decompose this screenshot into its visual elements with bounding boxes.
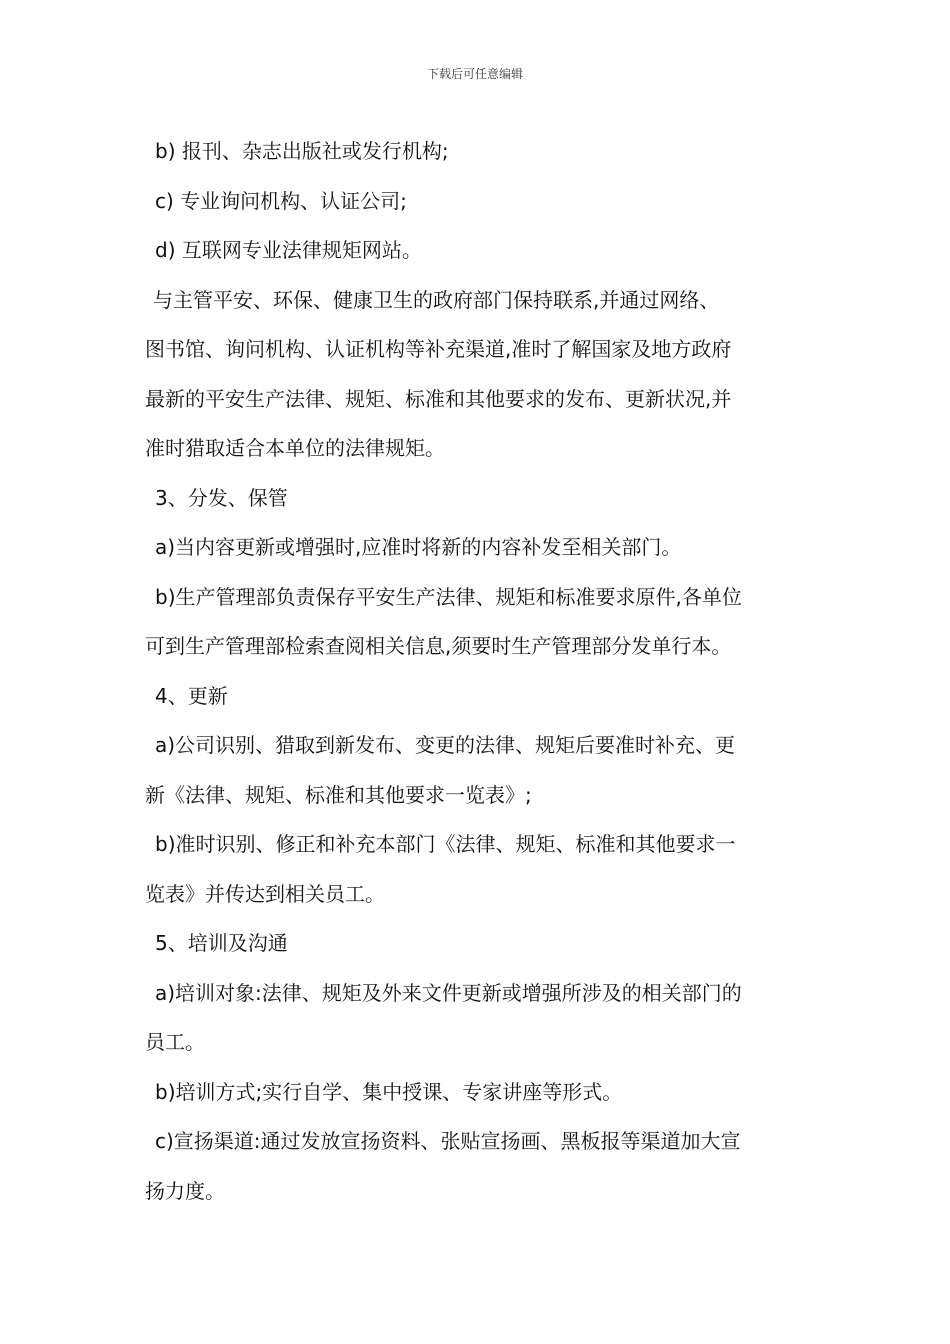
page-header: 下载后可任意编辑	[426, 67, 523, 81]
text-line: 与主管平安、环保、健康卫生的政府部门保持联系,并通过网络、	[153, 287, 720, 312]
text-line: 可到生产管理部检索查阅相关信息,须要时生产管理部分发单行本。	[145, 634, 732, 658]
text-line: b)准时识别、修正和补充本部门《法律、规矩、标准和其他要求一	[155, 832, 736, 856]
text-line: 最新的平安生产法律、规矩、标准和其他要求的发布、更新状况,并	[145, 386, 732, 411]
text-line: b)培训方式;实行自学、集中授课、专家讲座等形式。	[155, 1079, 623, 1104]
text-line: 图书馆、询问机构、认证机构等补充渠道,准时了解国家及地方政府	[145, 337, 732, 361]
text-line: c) 专业询问机构、认证公司;	[155, 188, 407, 213]
section-heading: 3、分发、保管	[155, 485, 288, 510]
text-line: 扬力度。	[145, 1178, 225, 1203]
text-line: 览表》并传达到相关员工。	[145, 881, 385, 906]
text-line: b)生产管理部负责保存平安生产法律、规矩和标准要求原件,各单位	[155, 584, 742, 609]
text-line: c)宣扬渠道:通过发放宣扬资料、张贴宣扬画、黑板报等渠道加大宣	[155, 1129, 741, 1153]
text-line: 员工。	[145, 1030, 205, 1054]
section-heading: 4、更新	[155, 683, 228, 708]
document-body	[145, 127, 813, 1216]
text-line: a)培训对象:法律、规矩及外来文件更新或增强所涉及的相关部门的	[155, 980, 742, 1005]
text-line: 准时猎取适合本单位的法律规矩。	[145, 436, 445, 460]
section-heading: 5、培训及沟通	[155, 931, 288, 955]
text-line: d) 互联网专业法律规矩网站。	[155, 238, 422, 262]
text-line: a)当内容更新或增强时,应准时将新的内容补发至相关部门。	[155, 535, 682, 559]
text-line: 新《法律、规矩、标准和其他要求一览表》;	[145, 782, 532, 807]
text-line: a)公司识别、猎取到新发布、变更的法律、规矩后要准时补充、更	[155, 733, 736, 757]
text-line: b) 报刊、杂志出版社或发行机构;	[155, 139, 449, 163]
